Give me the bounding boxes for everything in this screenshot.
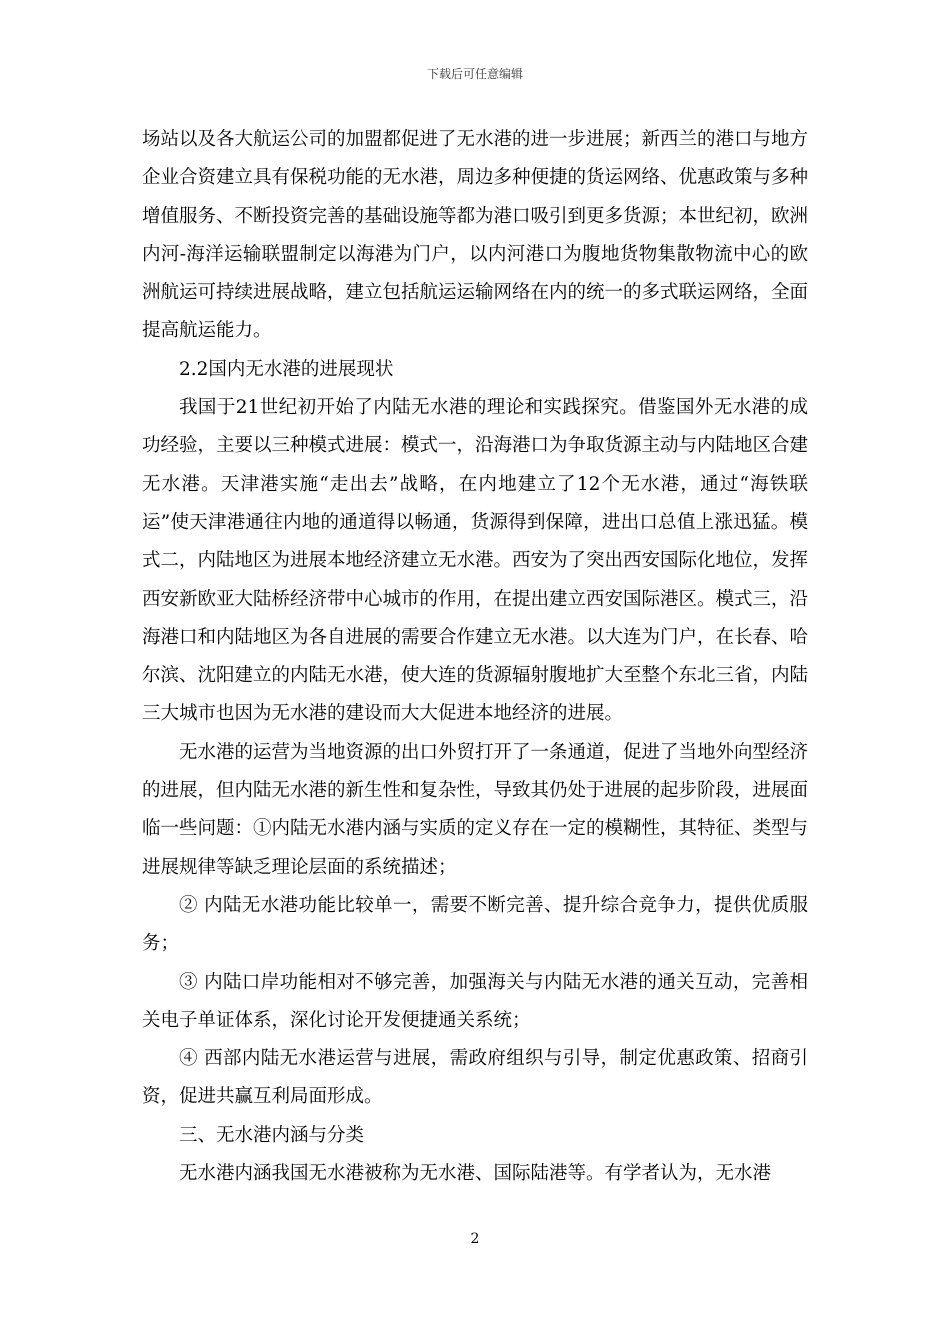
page-number: 2 (470, 1231, 480, 1247)
paragraph-domestic-models: 我国于21世纪初开始了内陆无水港的理论和实践探究。借鉴国外无水港的成功经验，主要以三种模式进展：模式一，沿海港口为争取货源主动与内陆地区合建无水港。天津港实施“走出去”战略，在内地建立了12个无水港，通过“海铁联运”使天津港通往内地的通道得以畅通，货源得到保障，进出口总值上涨迅猛。模式二，内陆地区为进展本地经济建立无水港。西安为了突出西安国际化地位，发挥西安新欧亚大陆桥经济带中心城市的作用，在提出建立西安国际港区。模式三，沿海港口和内陆地区为各自进展的需要合作建立无水港。以大连为门户，在长春、哈尔滨、沈阳建立的内陆无水港，使大连的货源辐射腹地扩大至整个东北三省，内陆三大城市也因为无水港的建设而大大促进本地经济的进展。 (142, 397, 809, 725)
paragraph-continued: 场站以及各大航运公司的加盟都促进了无水港的进一步进展；新西兰的港口与地方企业合资建立具有保税功能的无水港，周边多种便捷的货运网络、优惠政策与多种增值服务、不断投资完善的基础设施等都为港口吸引到更多货源；本世纪初，欧洲内河-海洋运输联盟制定以海港为门户，以内河港口为腹地货物集散物流中心的欧洲航运可持续进展战略，建立包括航运运输网络在内的统一的多式联运网络，全面提高航运能力。 (142, 129, 809, 342)
paragraph-problems: 无水港的运营为当地资源的出口外贸打开了一条通道，促进了当地外向型经济的进展，但内陆无水港的新生性和复杂性，导致其仍处于进展的起步阶段，进展面临一些问题：①内陆无水港内涵与实质的定义存在一定的模糊性，其特征、类型与进展规律等缺乏理论层面的系统描述； (142, 741, 809, 878)
list-item-4: ④ 西部内陆无水港运营与进展，需政府组织与引导，制定优惠政策、招商引资，促进共赢互利局面形成。 (142, 1048, 808, 1108)
list-item-3: ③ 内陆口岸功能相对不够完善，加强海关与内陆无水港的通关互动，完善相关电子单证体系，深化讨论开发便捷通关系统； (142, 971, 808, 1031)
page-header: 下载后可任意编辑 (426, 67, 523, 81)
section-heading-3: 三、无水港内涵与分类 (179, 1124, 365, 1146)
document-body (142, 121, 808, 1193)
section-heading-2-2: 2.2国内无水港的进展现状 (179, 358, 394, 380)
list-item-2: ② 内陆无水港功能比较单一，需要不断完善、提升综合竞争力，提供优质服务； (142, 894, 808, 955)
paragraph-definition: 无水港内涵我国无水港被称为无水港、国际陆港等。有学者认为，无水港 (179, 1163, 772, 1185)
